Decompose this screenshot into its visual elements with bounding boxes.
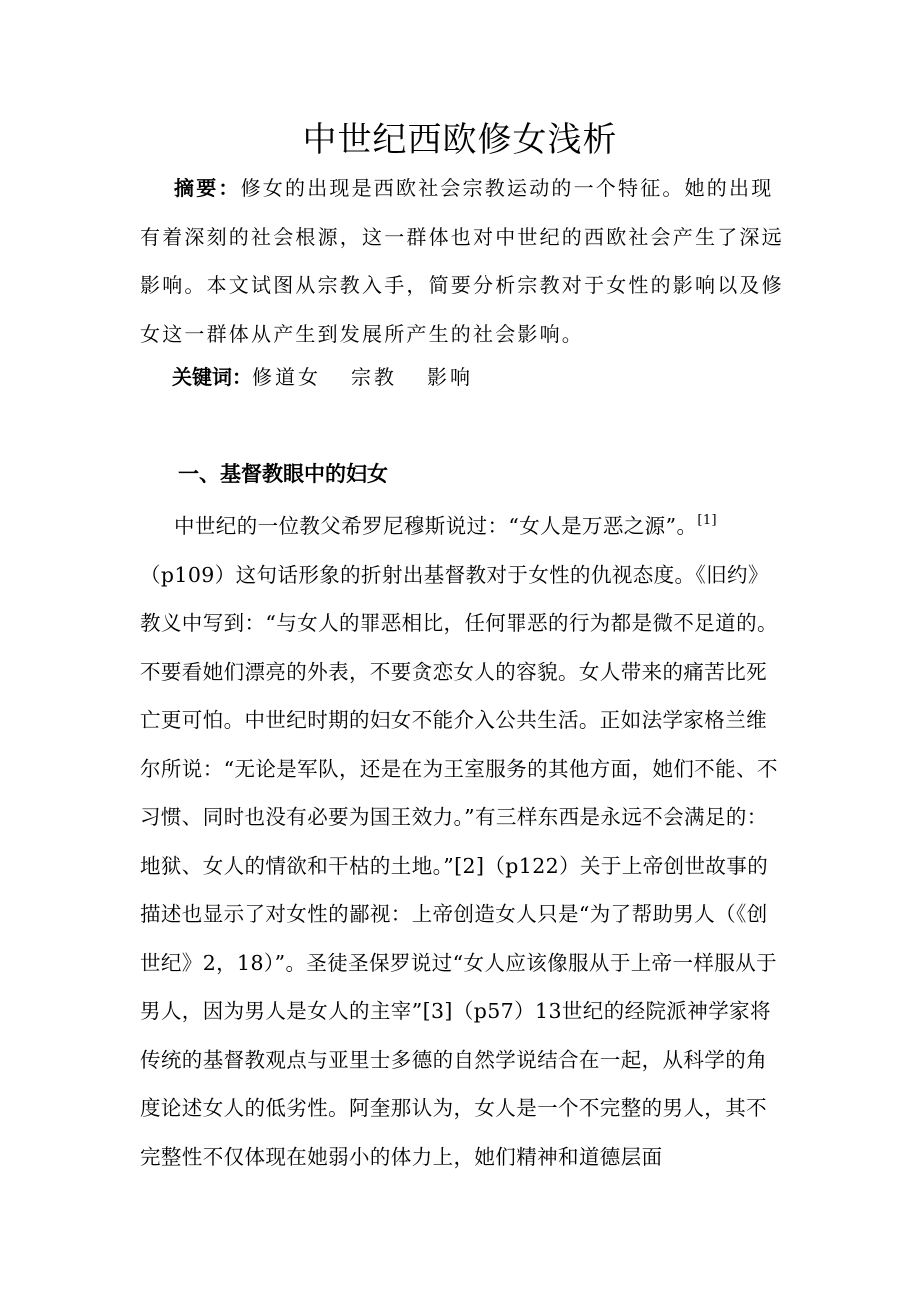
keyword-item: 宗教 (351, 365, 397, 389)
section-heading: 一、基督教眼中的妇女 (178, 462, 388, 486)
keywords-line (172, 360, 503, 394)
section-paragraph (140, 502, 784, 1181)
paragraph-rest: （p109）这句话形象的折射出基督教对于女性的仇视态度。《旧约》教义中写到：“与女人的罪恶相比，任何罪恶的行为都是微不足道的。不要看她们漂亮的外表，不要贪恋女人的容貌。女人带来的痛苦比死亡更可怕。中世纪时期的妇女不能介入公共生活。正如法学家格兰维尔所说：“无论是军队，还是在为王室服务的其他方面，她们不能、不习惯、同时也没有必要为国王效力。”有三样东西是永远不会满足的：地狱、女人的情欲和干枯的土地。”[2]（p122）关于上帝创世故事的描述也显示了对女性的鄙视：上帝创造女人只是“为了帮助男人（《创世纪》2，18）”。圣徒圣保罗说过“女人应该像服从于上帝一样服从于男人，因为男人是女人的主宰”[3]（p57）13世纪的经院派神学家将传统的基督教观点与亚里士多德的自然学说结合在一起，从科学的角度论述女人的低劣性。阿奎那认为，女人是一个不完整的男人，其不完整性不仅体现在她弱小的体力上，她们精神和道德层面 (140, 562, 778, 1169)
keyword-item: 影响 (427, 365, 473, 389)
keyword-item: 修道女 (252, 365, 321, 389)
document-title: 中世纪西欧修女浅析 (302, 120, 618, 160)
abstract-label: 摘要： (174, 176, 241, 200)
abstract-text: 修女的出现是西欧社会宗教运动的一个特征。她的出现有着深刻的社会根源，这一群体也对中世纪的西欧社会产生了深远影响。本文试图从宗教入手，简要分析宗教对于女性的影响以及修女这一群体从产生到发展所产生的社会影响。 (140, 176, 784, 346)
abstract-paragraph (140, 164, 790, 358)
citation-ref: [1] (697, 513, 717, 528)
keywords-label: 关键词： (172, 365, 252, 389)
paragraph-start: 中世纪的一位教父希罗尼穆斯说过：“女人是万恶之源”。 (174, 514, 698, 538)
